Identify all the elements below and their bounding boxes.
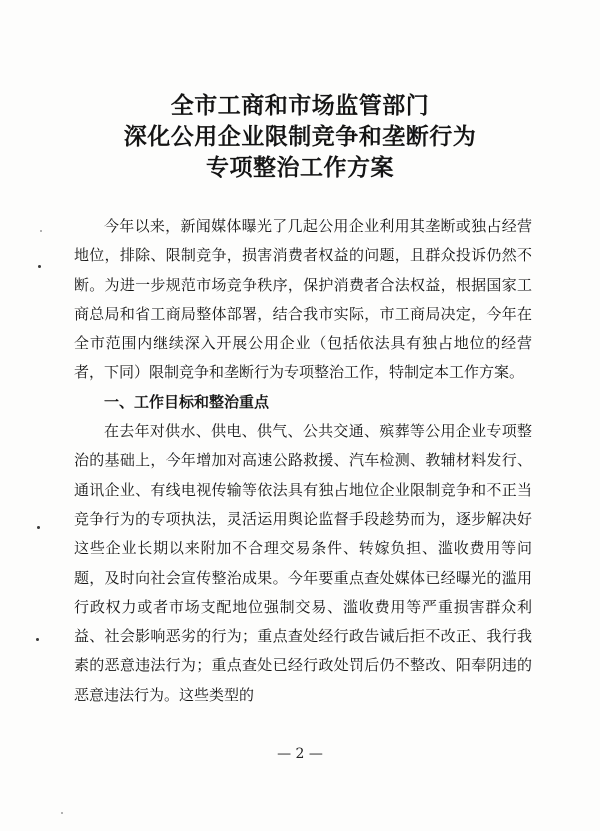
section-paragraph: 在去年对供水、供电、供气、公共交通、殡葬等公用企业专项整治的基础上，今年增加对高速公路救援、汽车检测、教辅材料发行、通讯企业、有线电视传输等依法具有独占地位企业限制竞争和不正当竞争行为的专项执法，灵活运用舆论监督手段趁势而为，逐步解决好这些企业长期以来附加不合理交易条件、转嫁负担、滥收费用等问题，及时向社会宣传整治成果。今年要重点查处媒体已经曝光的滥用行政权力或者市场支配地位强制交易、滥收费用等严重损害群众利益、社会影响恶劣的行为；重点查处经行政告诫后拒不改正、我行我素的恶意违法行为；重点查处已经行政处罚后仍不整改、阳奉阴违的恶意违法行为。这些类型的 [74, 422, 532, 704]
scan-speck [38, 265, 41, 268]
scan-speck [61, 812, 63, 814]
title-line-2: 深化公用企业限制竞争和垄断行为 [123, 123, 477, 150]
scan-speck [40, 230, 42, 232]
intro-paragraph: 今年以来，新闻媒体曝光了几起公用企业利用其垄断或独占经营地位，排除、限制竞争，损害消费者权益的问题，且群众投诉仍然不断。为进一步规范市场竞争秩序，保护消费者合法权益，根据国家工商总局和省工商局整体部署，结合我市实际，市工商局决定，今年在全市范围内继续深入开展公用企业（包括依法具有独占地位的经营者，下同）限制竞争和垄断行为专项整治工作，特制定本工作方案。 [74, 217, 532, 382]
scan-speck [36, 638, 39, 641]
title-line-3: 专项整治工作方案 [206, 154, 394, 181]
page-number: — 2 — [277, 746, 323, 762]
title-line-1: 全市工商和市场监管部门 [170, 92, 430, 119]
scan-speck [37, 526, 40, 529]
document-body [74, 212, 532, 710]
section-heading: 一、工作目标和整治重点 [104, 392, 270, 411]
